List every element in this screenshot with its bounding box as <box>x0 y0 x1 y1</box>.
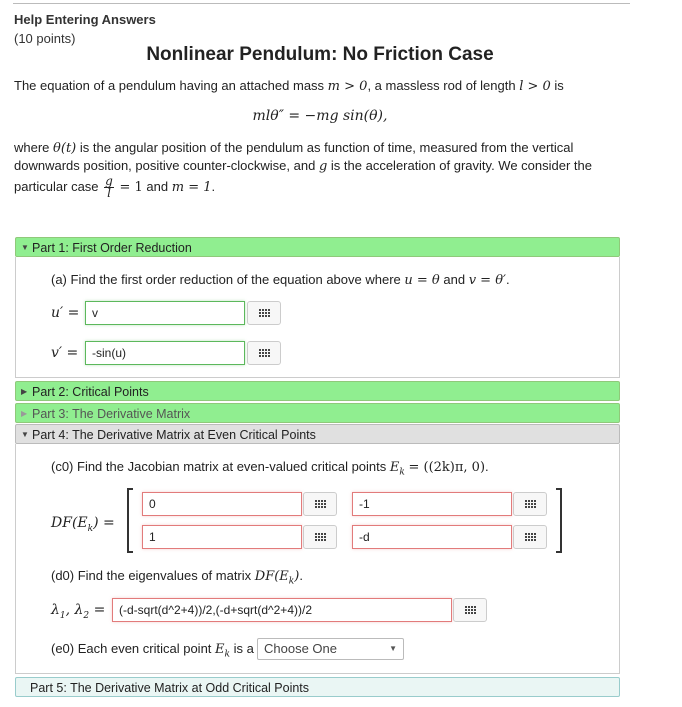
equation-editor-keyboard-icon[interactable] <box>247 301 281 325</box>
v-prime-label: v′ = <box>51 345 79 361</box>
eigenvalues-label: $\lambda_1$, $\lambda_2$ = <box>51 602 106 621</box>
matrix-entry-11[interactable]: 0 <box>142 492 302 516</box>
part4-d0-question: (d0) Find the eigenvalues of matrix $DF(E_k)$. <box>51 568 303 587</box>
jacobian-label: $DF(E_k)$ = <box>51 515 115 534</box>
part4-c0-question: (c0) Find the Jacobian matrix at even-valued critical points $E_k = ((2k)\pi$, 0). <box>51 459 489 478</box>
equation-editor-keyboard-icon[interactable] <box>247 341 281 365</box>
intro-line-1: The equation of a pendulum having an attached mass m > 0, a massless rod of length l > 0 is <box>14 78 564 94</box>
u-prime-label: u′ = <box>51 305 80 321</box>
part5-header[interactable]: Part 5: The Derivative Matrix at Odd Critical Points <box>15 677 620 697</box>
matrix-right-bracket <box>556 488 562 553</box>
v-prime-input[interactable]: -sin(u) <box>85 341 245 365</box>
points-label: (10 points) <box>14 31 76 46</box>
intro-line-4: particular case $\frac{g}{l}$ = 1 and m = 1. <box>14 174 216 200</box>
equation-editor-keyboard-icon[interactable] <box>303 492 337 516</box>
u-prime-input[interactable]: v <box>85 301 245 325</box>
part2-header[interactable]: ▶ Part 2: Critical Points <box>15 381 620 401</box>
equation-editor-keyboard-icon[interactable] <box>513 492 547 516</box>
top-divider <box>13 3 630 4</box>
part1-header[interactable]: ▼ Part 1: First Order Reduction <box>15 237 620 257</box>
critical-point-type-select[interactable]: Choose One ▼ <box>257 638 404 660</box>
g-over-l-fraction: $\frac{g}{l}$ <box>105 174 113 200</box>
equation-editor-keyboard-icon[interactable] <box>303 525 337 549</box>
intro-line-3: downwards position, positive counter-clockwise, and g is the acceleration of gravity. We consider the <box>14 158 592 174</box>
intro-line-2: where θ(t) is the angular position of the pendulum as function of time, measured from the vertical <box>14 140 574 156</box>
help-link[interactable]: Help Entering Answers <box>14 12 156 27</box>
pendulum-equation: mlθ″ = −mg sin(θ), <box>252 108 388 124</box>
part3-header[interactable]: ▶ Part 3: The Derivative Matrix <box>15 403 620 423</box>
part4-e0-question: (e0) Each even critical point $E_k$ is a <box>51 641 254 660</box>
collapsed-triangle-icon: ▶ <box>21 387 28 396</box>
matrix-left-bracket <box>127 488 133 553</box>
equation-editor-keyboard-icon[interactable] <box>453 598 487 622</box>
expanded-triangle-icon: ▼ <box>21 430 29 439</box>
matrix-entry-12[interactable]: -1 <box>352 492 512 516</box>
collapsed-triangle-icon: ▶ <box>21 409 28 418</box>
expanded-triangle-icon: ▼ <box>21 243 29 252</box>
part1-question: (a) Find the first order reduction of the equation above where u = θ and v = θ′. <box>51 272 510 288</box>
problem-title: Nonlinear Pendulum: No Friction Case <box>146 44 494 65</box>
eigenvalues-input[interactable]: (-d-sqrt(d^2+4))/2,(-d+sqrt(d^2+4))/2 <box>112 598 452 622</box>
chevron-down-icon: ▼ <box>389 644 397 653</box>
part4-header[interactable]: ▼ Part 4: The Derivative Matrix at Even Critical Points <box>15 424 620 444</box>
matrix-entry-21[interactable]: 1 <box>142 525 302 549</box>
matrix-entry-22[interactable]: -d <box>352 525 512 549</box>
equation-editor-keyboard-icon[interactable] <box>513 525 547 549</box>
